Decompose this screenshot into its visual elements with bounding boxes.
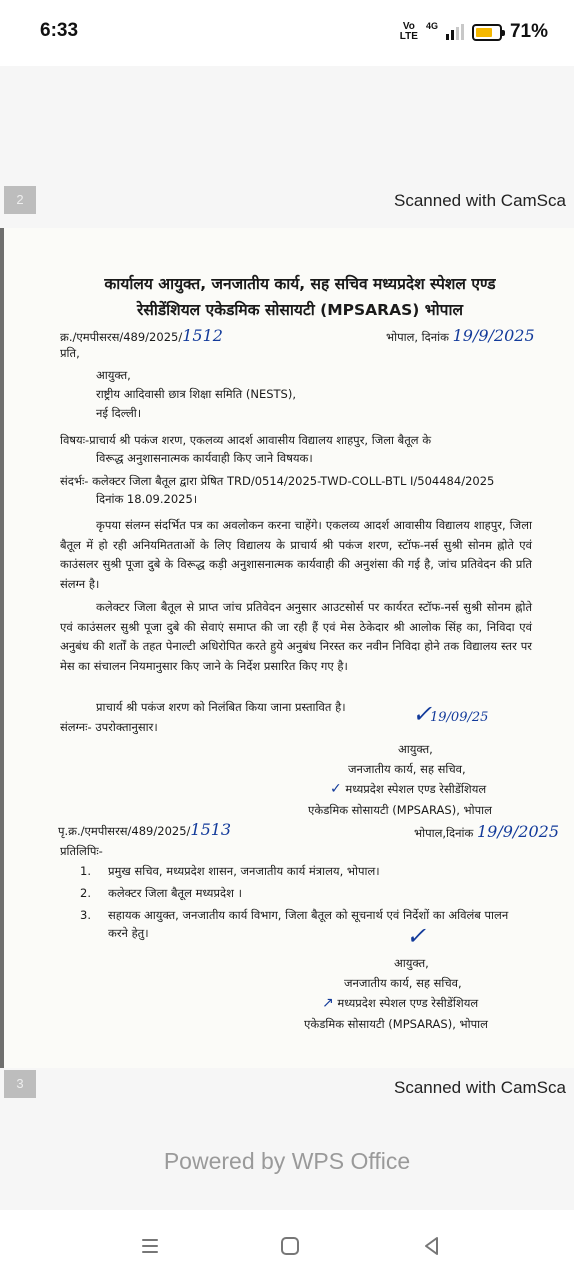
- navigation-bar: [0, 1210, 574, 1280]
- signatory-line: एकेडमिक सोसायटी (MPSARAS), भोपाल: [308, 803, 492, 817]
- endorsement-number: पृ.क्र./एमपीसरस/489/2025/1513: [58, 820, 232, 839]
- letter-date: भोपाल, दिनांक 19/9/2025: [386, 326, 535, 345]
- status-time: 6:33: [40, 20, 79, 41]
- camscanner-watermark: Scanned with CamSca: [394, 191, 566, 210]
- list-item: 1. प्रमुख सचिव, मध्यप्रदेश शासन, जनजातीय कार्य मंत्रालय, भोपाल।: [80, 864, 380, 878]
- signatory-line: जनजातीय कार्य, सह सचिव,: [348, 762, 466, 776]
- battery-icon: [472, 24, 502, 41]
- signal-icon: [446, 24, 464, 40]
- signatory-line: ↗ मध्यप्रदेश स्पेशल एण्ड रेसीडेंशियल: [322, 995, 479, 1011]
- addressee-line: राष्ट्रीय आदिवासी छात्र शिक्षा समिति (NESTS),: [96, 387, 296, 401]
- addressee-line: आयुक्त,: [96, 368, 131, 382]
- list-item: 2. कलेक्टर जिला बैतूल मध्यप्रदेश ।: [80, 886, 242, 900]
- status-bar: [0, 0, 574, 66]
- powered-by-text: Powered by WPS Office: [163, 1148, 411, 1174]
- letter-heading-line1: कार्यालय आयुक्त, जनजातीय कार्य, सह सचिव मध्यप्रदेश स्पेशल एण्ड: [104, 275, 496, 293]
- signature-date: 19/09/25: [430, 710, 489, 725]
- signatory-line: एकेडमिक सोसायटी (MPSARAS), भोपाल: [304, 1017, 488, 1031]
- signatory-title: आयुक्त,: [394, 956, 429, 970]
- signature-mark: ✓: [406, 922, 427, 950]
- reference-number: क्र./एमपीसरस/489/2025/1512: [60, 326, 223, 345]
- network-type: 4G: [425, 21, 438, 31]
- addressee-line: नई दिल्ली।: [96, 406, 142, 420]
- list-item: 3. सहायक आयुक्त, जनजातीय कार्य विभाग, जिला बैतूल को सूचनार्थ एवं निर्देशों का अविलंब पालन करने हेतु।: [80, 908, 509, 940]
- powered-by-bar: [0, 1110, 574, 1210]
- reference-line: दिनांक 18.09.2025।: [96, 492, 198, 506]
- to-label: प्रति,: [60, 346, 80, 360]
- page-number-badge: 2: [4, 186, 36, 214]
- status-icons: [400, 21, 548, 43]
- copy-label: प्रतिलिपिः-: [60, 844, 103, 858]
- subject-line: विरूद्ध अनुशासनात्मक कार्यवाही किए जाने विषयक।: [96, 451, 313, 465]
- scan-edge: [0, 228, 4, 1068]
- signature-mark: ✓: [412, 700, 433, 728]
- camscanner-watermark: Scanned with CamSca: [394, 1078, 566, 1097]
- enclosure-note: संलग्नः- उपरोक्तानुसार।: [60, 720, 158, 734]
- signatory-title: आयुक्त,: [398, 742, 433, 756]
- battery-fill: [476, 28, 492, 37]
- rounded-square-icon[interactable]: [270, 1228, 310, 1264]
- endorsement-date: भोपाल,दिनांक 19/9/2025: [414, 822, 560, 841]
- body-paragraph-1: कृपया संलग्न संदर्भित पत्र का अवलोकन करना चाहेंगे। एकलव्य आदर्श आवासीय विद्यालय शाहपुर, जिला बैतूल में हो रही अनियमितताओं के लिए विद्यालय के प्राचार्य श्री पकंज शरण, स्टॉफ-नर्स सुश्री सोनम ह्नोते एवं काउंसलर सुश्री पूजा दुबे के विरूद्ध कड़ी अनुशासनात्मक कार्यवाही की अनुशंसा की गई है, जांच प्रतिवेदन की प्रति संलग्न है।: [60, 518, 532, 591]
- body-paragraph-3: प्राचार्य श्री पकंज शरण को निलंबित किया जाना प्रस्तावित है।: [96, 700, 346, 714]
- signatory-line: जनजातीय कार्य, सह सचिव,: [344, 976, 462, 990]
- page-number-badge: 3: [4, 1070, 36, 1098]
- triangle-back-icon[interactable]: [412, 1228, 452, 1264]
- volte-icon: Vo LTE: [399, 21, 418, 42]
- menu-lines-icon[interactable]: [130, 1228, 170, 1264]
- subject-line: विषयः-प्राचार्य श्री पकंज शरण, एकलव्य आदर्श आवासीय विद्यालय शाहपुर, जिला बैतूल के: [60, 433, 432, 447]
- reference-line: संदर्भः- कलेक्टर जिला बैतूल द्वारा प्रेषित TRD/0514/2025-TWD-COLL-BTL I/504484/2025: [60, 474, 495, 488]
- body-paragraph-2: कलेक्टर जिला बैतूल से प्राप्त जांच प्रतिवेदन अनुसार आउटसोर्स पर कार्यरत स्टॉफ-नर्स सुश्री सोनम ह्नोते एवं काउंसलर सुश्री पूजा दुबे की सेवाएं समाप्त की जा रही हैं एवं मेस ठेकेदार श्री आलोक सिंह का, निविदा एवं अनुबंध की शर्तों के तहत पेनाल्टी अधिरोपित करते हुये अनुबंध निरस्त कर नवीन निविदा होने तक विद्यालय स्तर पर मेस का संचालन नियमानुसार किए जाने के निर्देश प्रसारित किए गए है।: [60, 600, 532, 673]
- battery-percent: 71%: [509, 21, 548, 42]
- copy-to-list: [80, 862, 530, 946]
- signatory-line: ✓ मध्यप्रदेश स्पेशल एण्ड रेसीडेंशियल: [330, 781, 487, 797]
- scanned-letter-page: [0, 228, 574, 1068]
- letter-heading-line2: रेसीडेंशियल एकेडमिक सोसायटी (MPSARAS) भोपाल: [137, 301, 463, 319]
